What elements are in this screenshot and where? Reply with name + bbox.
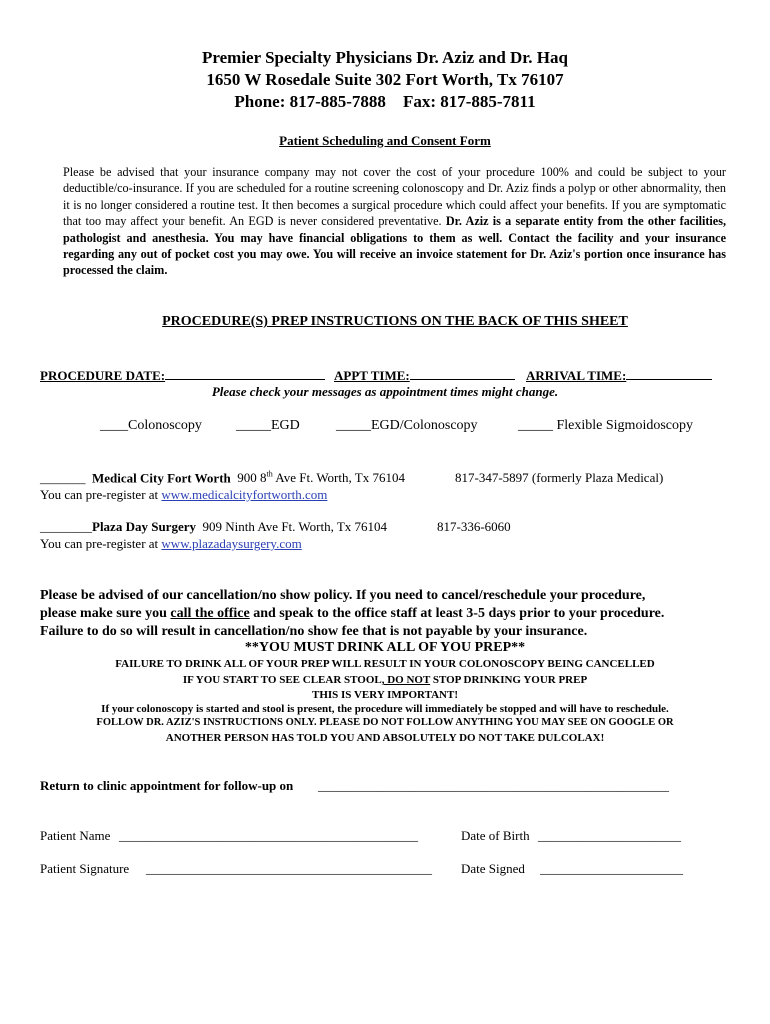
warning-4: If your colonoscopy is started and stool is present, the procedure will immediately be stopped and will have to reschedule. [101,703,669,715]
date-signed-line[interactable]: ______________________ [540,861,683,876]
arrival-time-line[interactable] [626,367,712,380]
appointment-note: Please check your messages as appointment times might change. [211,384,559,399]
facility-medical-city-address: 900 8th Ave Ft. Worth, Tx 76104 [237,470,405,486]
egd-label: EGD [271,418,300,433]
warning-2: IF YOU START TO SEE CLEAR STOOL, DO NOT STOP DRINKING YOUR PREP [182,674,588,686]
facility-medical-city-prereg [40,487,327,503]
patient-name-label: Patient Name [40,828,111,843]
arrival-time-label: ARRIVAL TIME: [526,368,627,383]
date-signed-label: Date Signed [461,861,525,876]
prereg-text: You can pre-register at [40,487,162,502]
facility-medical-city-phone: 817-347-5897 (formerly Plaza Medical) [455,470,664,485]
insurance-disclaimer-text: Please be advised that your insurance company may not cover the cost of your procedure 100% and could be subject to your deductible/co-insurance. If you are scheduled for a routine screening colonoscopy and Dr. Aziz finds a polyp or other abnormality, then it is no longer considered a routine test. It then becomes a surgical procedure which could affect your benefits. If you are symptomatic that too may affect your benefit. An EGD is never considered preventative. [63,165,726,229]
practice-name: Premier Specialty Physicians Dr. Aziz and Dr. Haq [202,48,568,67]
patient-name-line[interactable]: ______________________________________________ [119,828,418,843]
cancellation-line-2: please make sure you call the office and speak to the office staff at least 3-5 days prior to your procedure. [40,606,665,621]
warning-6: ANOTHER PERSON HAS TOLD YOU AND ABSOLUTELY DO NOT TAKE DULCOLAX! [165,732,605,744]
call-office-emphasis: call the office [170,606,250,621]
followup-label: Return to clinic appointment for follow-up on [40,778,294,793]
facility-plaza-prereg [40,536,302,552]
facility-medical-city-blank[interactable]: _______ [40,470,86,486]
facility-medical-city [40,470,405,486]
warning-3: THIS IS VERY IMPORTANT! [311,689,459,701]
procedure-date-field[interactable] [40,367,325,384]
arrival-time-field[interactable] [526,367,712,384]
prep-instructions-heading: PROCEDURE(S) PREP INSTRUCTIONS ON THE BACK OF THIS SHEET [162,314,628,329]
patient-signature-line[interactable]: ____________________________________________ [146,861,432,876]
form-title: Patient Scheduling and Consent Form [279,133,491,148]
dob-line[interactable]: ______________________ [538,828,681,843]
option-egd[interactable] [236,418,300,434]
warning-1: FAILURE TO DRINK ALL OF YOUR PREP WILL RESULT IN YOUR COLONOSCOPY BEING CANCELLED [115,658,655,670]
cancellation-line-3: Failure to do so will result in cancellation/no show fee that is not payable by your insurance. [40,624,588,639]
warning-5: FOLLOW DR. AZIZ'S INSTRUCTIONS ONLY. PLEASE DO NOT FOLLOW ANYTHING YOU MAY SEE ON GOOGLE OR [96,717,674,728]
option-egd-colonoscopy[interactable] [336,418,478,434]
insurance-disclaimer [63,164,726,279]
dob-label: Date of Birth [461,828,530,843]
colonoscopy-check-blank[interactable]: ____ [100,418,128,433]
practice-contact [0,92,770,112]
insurance-disclaimer-bold: Dr. Aziz is a separate entity from the other facilities, pathologist and anesthesia. You may have financial obligations to them as well. Contact the facility and your insurance regarding any out of pocket cost you may owe. You will receive an invoice statement for Dr. Aziz's portion once insurance has processed the claim. [63,214,726,278]
facility-plaza-name: Plaza Day Surgery [92,519,196,534]
facility-plaza-blank[interactable]: ________ [40,519,92,534]
prereg-text: You can pre-register at [40,536,162,551]
option-flexible-sigmoidoscopy[interactable] [518,418,693,434]
egd-check-blank[interactable]: _____ [236,418,271,433]
sigmoidoscopy-check-blank[interactable]: _____ [518,418,553,433]
followup-input-line[interactable]: ______________________________________________________ [318,778,669,793]
sigmoidoscopy-label: Flexible Sigmoidoscopy [553,418,693,433]
facility-medical-city-name: Medical City Fort Worth [92,470,231,486]
cancellation-line-1: Please be advised of our cancellation/no show policy. If you need to cancel/reschedule your procedure, [40,588,646,603]
plaza-link[interactable]: www.plazadaysurgery.com [161,536,302,551]
option-colonoscopy[interactable] [100,418,202,434]
facility-plaza-address: 909 Ninth Ave Ft. Worth, Tx 76104 [202,519,388,534]
procedure-date-line[interactable] [165,367,325,380]
appt-time-field[interactable] [334,367,515,384]
practice-fax: Fax: 817-885-7811 [402,92,536,111]
facility-plaza-day-surgery [40,519,387,535]
procedure-date-label: PROCEDURE DATE: [40,368,166,383]
egd-colonoscopy-label: EGD/Colonoscopy [371,418,478,433]
practice-phone: Phone: 817-885-7888 [234,92,386,111]
medical-city-link[interactable]: www.medicalcityfortworth.com [161,487,328,502]
must-drink-prep: **YOU MUST DRINK ALL OF YOU PREP** [244,640,526,655]
practice-address: 1650 W Rosedale Suite 302 Fort Worth, Tx 76107 [206,70,564,89]
egd-colonoscopy-check-blank[interactable]: _____ [336,418,371,433]
facility-plaza-phone: 817-336-6060 [437,519,511,534]
patient-signature-label: Patient Signature [40,861,130,876]
appt-time-label: APPT TIME: [334,368,410,383]
colonoscopy-label: Colonoscopy [128,418,202,433]
appt-time-line[interactable] [410,367,515,380]
